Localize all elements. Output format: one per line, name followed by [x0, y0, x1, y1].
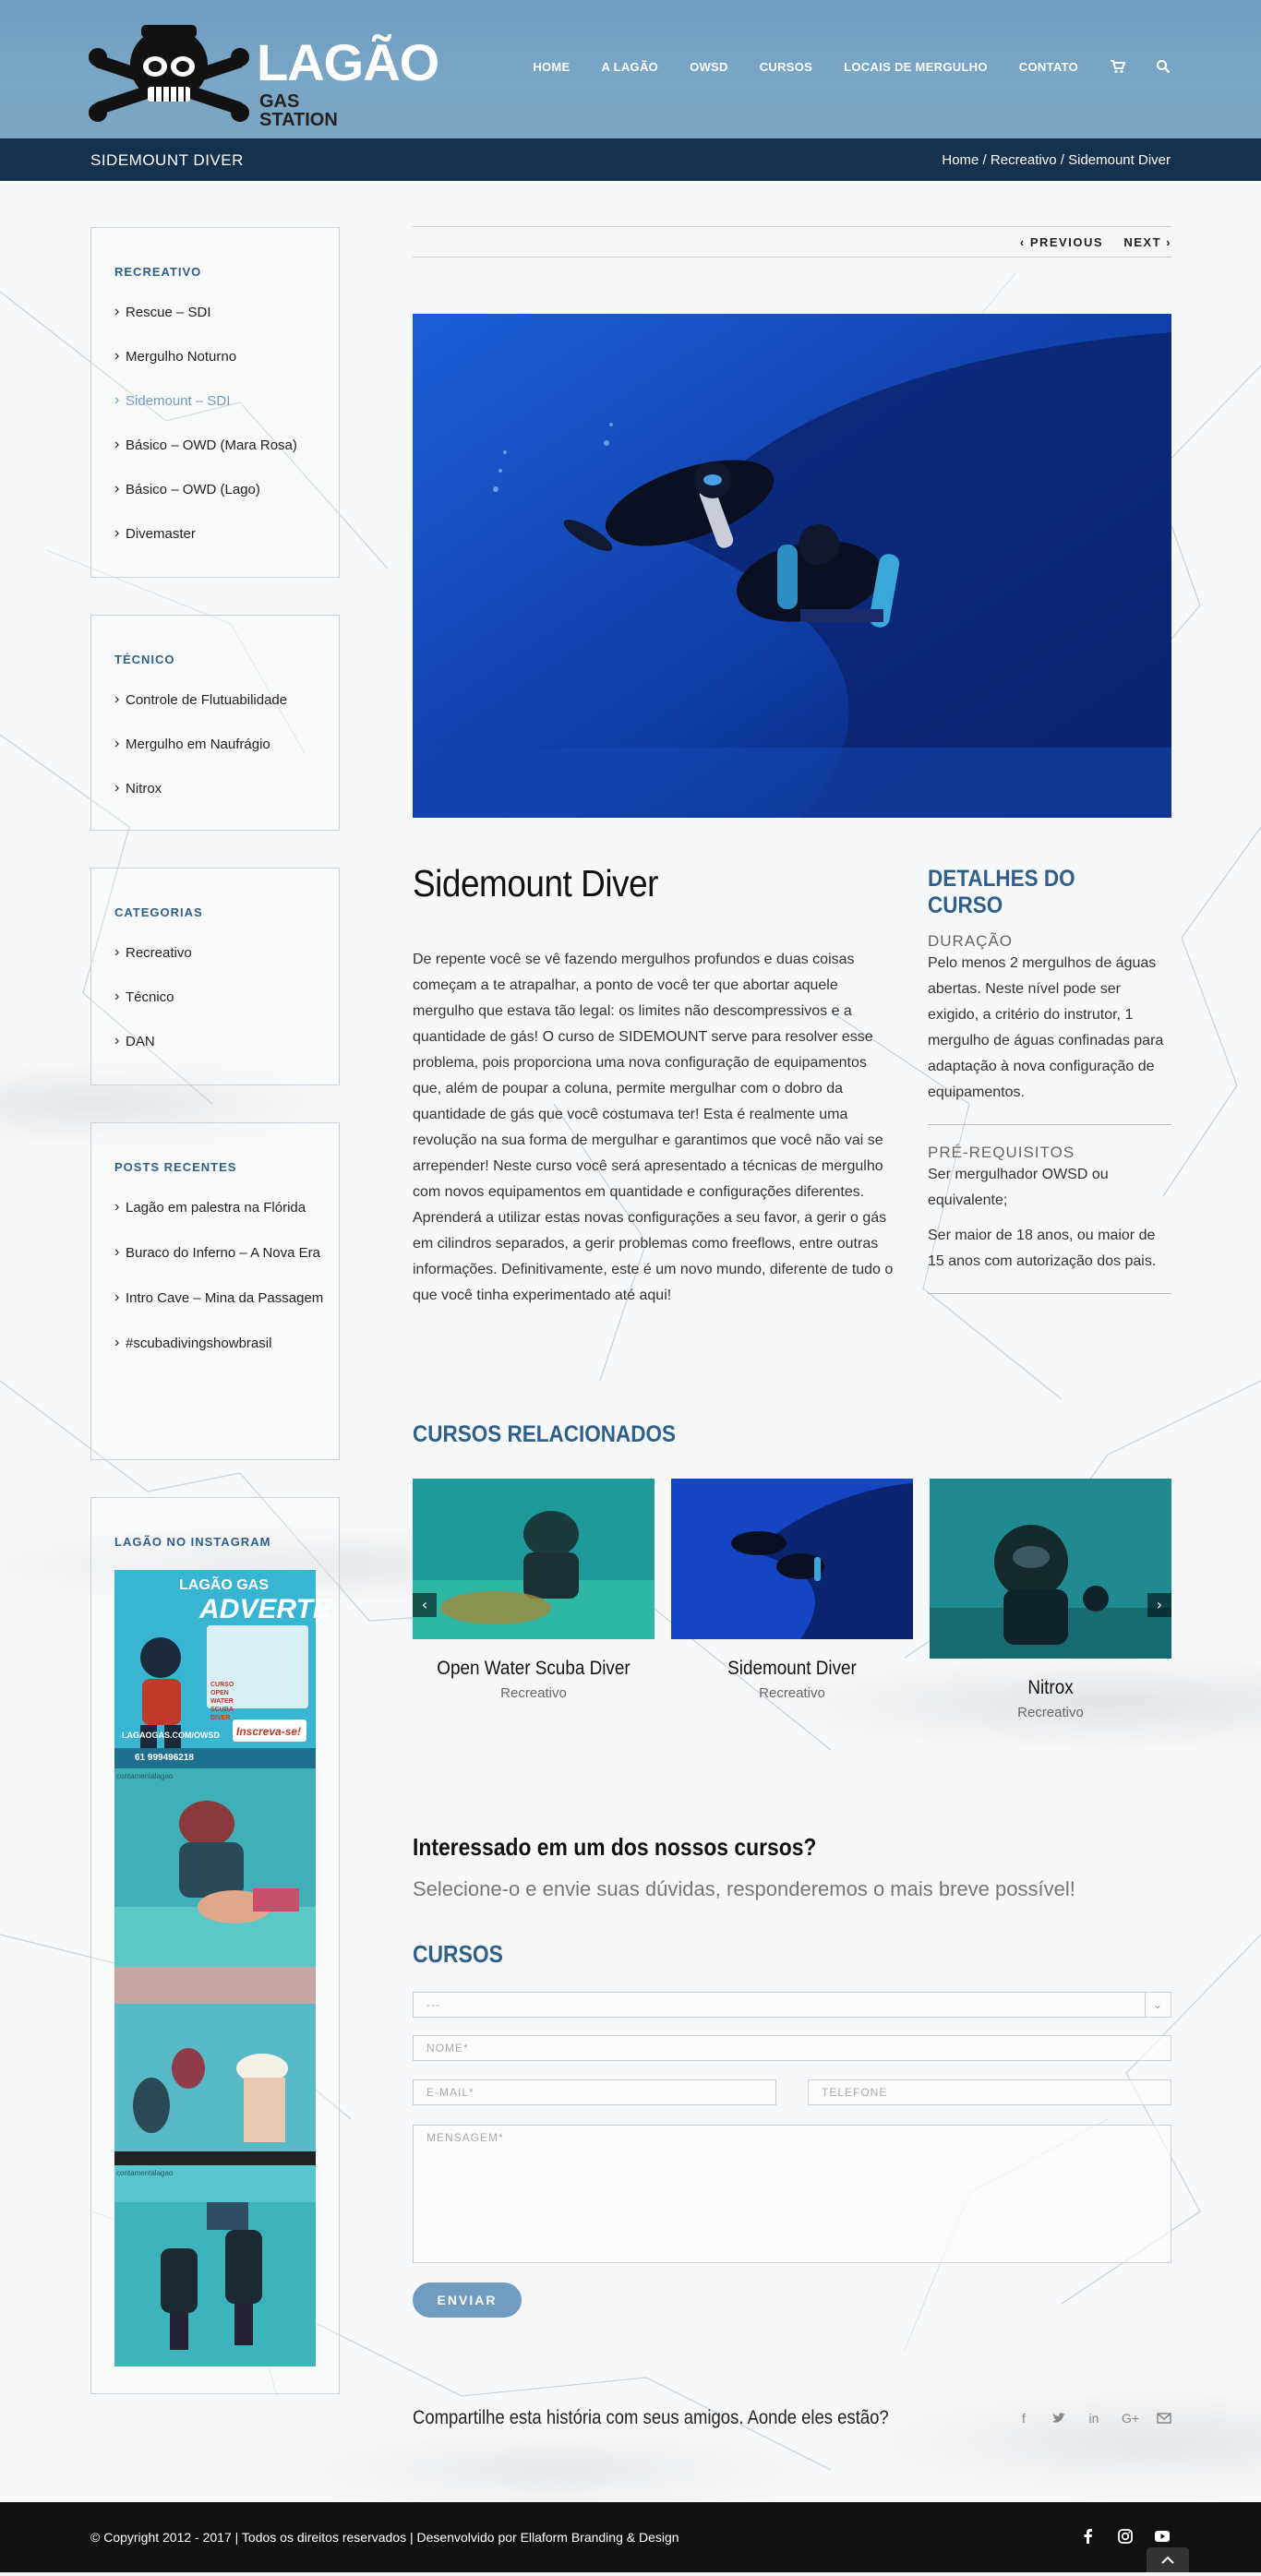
related-course-name: Open Water Scuba Diver	[437, 1658, 630, 1679]
widget-title: TÉCNICO	[114, 653, 175, 666]
sidebar-item-controle-flutuabilidade[interactable]: › Controle de Flutuabilidade	[114, 688, 327, 713]
duration-text: Pelo menos 2 mergulhos de águas abertas. Neste nível pode ser exigido, a critério do instrutor, 1 mergulho de águas confinadas para adaptação à nova configuração de equipamentos.	[928, 955, 1164, 1100]
recent-post-link[interactable]: › Buraco do Inferno – A Nova Era	[114, 1240, 327, 1265]
widget-list	[114, 688, 327, 821]
sidebar-item-mergulho-naufragio[interactable]: › Mergulho em Naufrágio	[114, 732, 327, 757]
related-courses-title: CURSOS RELACIONADOS	[413, 1421, 677, 1447]
chevron-down-icon: ⌄	[1145, 1993, 1171, 2017]
sidebar-item-sidemount-sdi[interactable]: › Sidemount – SDI	[114, 389, 327, 413]
nav-contato[interactable]: CONTATO	[1018, 59, 1078, 74]
course-select[interactable]	[413, 1992, 1171, 2018]
name-placeholder: NOME*	[426, 2042, 469, 2055]
related-course-image	[413, 1479, 655, 1639]
back-to-top-button[interactable]	[1147, 2547, 1189, 2572]
google-plus-icon[interactable]: G+	[1122, 2411, 1140, 2426]
breadcrumb-current: Sidemount Diver	[1068, 152, 1171, 168]
breadcrumb-home[interactable]: Home	[942, 152, 979, 168]
facebook-icon[interactable]: f	[1022, 2411, 1026, 2426]
related-course-category: Recreativo	[1017, 1705, 1084, 1720]
course-select-value: ---	[426, 1998, 440, 2011]
youtube-icon[interactable]	[1154, 2528, 1171, 2545]
message-textarea[interactable]	[413, 2125, 1171, 2263]
sidemount-photo	[671, 1479, 913, 1639]
twitter-icon[interactable]	[1051, 2411, 1066, 2426]
page-title-bar	[0, 138, 1261, 181]
widget-posts-recentes	[90, 1122, 340, 1460]
featured-image	[413, 314, 1171, 818]
related-course-card[interactable]	[413, 1479, 655, 1701]
post-navigation	[413, 226, 1171, 258]
widget-list	[114, 1195, 327, 1376]
widget-title: RECREATIVO	[114, 265, 202, 279]
cart-icon[interactable]	[1110, 59, 1124, 74]
widget-list	[114, 300, 327, 566]
share-text: Compartilhe esta história com seus amigos. Aonde eles estão?	[413, 2407, 889, 2428]
email-placeholder: E-MAIL*	[426, 2086, 474, 2099]
prerequisite-item: Ser maior de 18 anos, ou maior de 15 anos com autorização dos pais.	[928, 1228, 1157, 1269]
divider	[928, 1124, 1171, 1125]
sidebar-item-basico-lago[interactable]: › Básico – OWD (Lago)	[114, 477, 327, 502]
site-header	[0, 0, 1261, 138]
recent-post-link[interactable]: › #scubadivingshowbrasil	[114, 1331, 327, 1356]
nav-home[interactable]: HOME	[533, 59, 570, 74]
category-dan[interactable]: › DAN	[114, 1029, 327, 1054]
instagram-icon[interactable]	[1117, 2528, 1134, 2545]
sidemount-divers-photo	[413, 314, 1171, 818]
related-course-category: Recreativo	[500, 1685, 567, 1701]
form-title: CURSOS	[413, 1940, 503, 1968]
submit-button[interactable]: ENVIAR	[413, 2282, 522, 2318]
recent-post-link[interactable]: › Intro Cave – Mina da Passagem	[114, 1286, 327, 1311]
sidebar-item-rescue-sdi[interactable]: › Rescue – SDI	[114, 300, 327, 325]
pool-group-photo	[114, 1967, 316, 2165]
email-icon[interactable]	[1157, 2411, 1171, 2426]
instagram-post[interactable]	[114, 1768, 316, 1967]
category-recreativo[interactable]: › Recreativo	[114, 941, 327, 965]
instagram-caption: contamentalagao	[116, 2169, 174, 2177]
poster-cta: Inscreva-se!	[236, 1725, 302, 1738]
open-water-photo	[413, 1479, 655, 1639]
chevron-up-icon	[1147, 2547, 1189, 2572]
cta-subtitle: Selecione-o e envie suas dúvidas, responderemos o mais breve possível!	[413, 1877, 1075, 1900]
instagram-post[interactable]	[114, 1967, 316, 2165]
widget-title: POSTS RECENTES	[114, 1160, 237, 1174]
facebook-icon[interactable]	[1080, 2528, 1097, 2545]
footer-social	[1060, 2528, 1171, 2545]
email-field[interactable]	[413, 2079, 776, 2105]
widget-title: LAGÃO NO INSTAGRAM	[114, 1535, 271, 1549]
instagram-post[interactable]	[114, 2165, 316, 2366]
cta-title: Interessado em um dos nossos cursos?	[413, 1833, 817, 1861]
poster-heading: LAGÃO GAS	[179, 1577, 269, 1593]
pool-diver-photo	[114, 1768, 316, 1967]
details-title: DETALHES DO CURSO	[928, 866, 1075, 918]
prerequisite-item: Ser mergulhador OWSD ou equivalente;	[928, 1167, 1109, 1208]
related-course-name: Sidemount Diver	[727, 1658, 857, 1679]
poster-site: LAGAOGAS.COM/OWSD	[122, 1731, 220, 1740]
nav-cursos[interactable]: CURSOS	[759, 59, 813, 74]
logo-wordmark: LAGÃO	[257, 33, 439, 91]
widget-categorias	[90, 868, 340, 1085]
related-course-category: Recreativo	[759, 1685, 825, 1701]
main-nav	[501, 59, 1171, 74]
recent-post-link[interactable]: › Lagão em palestra na Flórida	[114, 1195, 327, 1220]
nav-a-lagao[interactable]: A LAGÃO	[601, 59, 659, 74]
widget-title: CATEGORIAS	[114, 905, 203, 919]
divider	[928, 1293, 1171, 1294]
phone-placeholder: TELEFONE	[822, 2086, 888, 2099]
copyright: © Copyright 2012 - 2017 | Todos os direitos reservados | Desenvolvido por Ellaform Branding & Design	[90, 2530, 679, 2545]
share-box	[413, 2407, 1171, 2444]
message-placeholder: MENSAGEM*	[426, 2131, 504, 2144]
sidebar-item-nitrox[interactable]: › Nitrox	[114, 776, 327, 801]
search-icon[interactable]	[1156, 59, 1171, 74]
share-icons	[996, 2411, 1171, 2426]
related-course-image	[930, 1479, 1171, 1659]
nav-locais-de-mergulho[interactable]: LOCAIS DE MERGULHO	[844, 59, 988, 74]
widget-list	[114, 941, 327, 1073]
course-details	[928, 866, 1171, 1312]
widget-instagram	[90, 1497, 340, 2394]
poster-course: CURSO OPEN WATER SCUBA DIVER	[210, 1682, 234, 1721]
breadcrumb-separator: /	[1056, 152, 1069, 168]
instagram-caption: contamentalagao	[116, 1772, 174, 1780]
widget-recreativo	[90, 227, 340, 578]
related-course-name: Nitrox	[1027, 1677, 1074, 1698]
related-courses-carousel	[413, 1479, 1171, 1737]
breadcrumb	[942, 152, 1171, 168]
category-tecnico[interactable]: › Técnico	[114, 985, 327, 1010]
pool-divers-photo	[114, 2165, 316, 2366]
next-link[interactable]: NEXT ›	[1123, 235, 1171, 249]
poster-title: ADVERTE	[199, 1594, 331, 1624]
prerequisites-label: PRÉ-REQUISITOS	[928, 1144, 1075, 1161]
nitrox-photo	[930, 1479, 1171, 1659]
related-course-card[interactable]	[671, 1479, 913, 1701]
sidebar-item-divemaster[interactable]: › Divemaster	[114, 521, 327, 546]
site-footer	[0, 2502, 1261, 2572]
sidebar-item-basico-mara-rosa[interactable]: › Básico – OWD (Mara Rosa)	[114, 433, 327, 458]
sidebar-item-mergulho-noturno[interactable]: › Mergulho Noturno	[114, 344, 327, 369]
carousel-next-button[interactable]: ›	[1147, 1593, 1171, 1617]
phone-field[interactable]	[808, 2079, 1171, 2105]
breadcrumb-separator: /	[979, 152, 991, 168]
poster-phone: 61 999496218	[135, 1753, 194, 1763]
post-body: De repente você se vê fazendo mergulhos profundos e duas coisas começam a te atrapalhar, a ponto de você ter que abortar aquele mergulho que estava tão legal: os limites não descompressivos e a quantidade de gás! O curso de SIDEMOUNT serve para resolver esse problema, pois proporciona uma nova configuração de equipamentos que, além de poupar a coluna, permite mergulhar com o dobro da quantidade de gás que você costumava ter! Esta é realmente uma revolução na sua forma de mergulhar e garantimos que você não vai se arrepender! Neste curso você será apresentado a técnicas de mergulho com novos equipamentos em quantidade e configurações diferentes. Aprenderá a utilizar estas novas configurações a seu favor, a gerir o gás em cilindros separados, a gerir problemas como freeflows, entre outras informações. Definitivamente, este é um novo mundo, diferente de tudo o que você tinha experimentado até aqui!	[413, 952, 894, 1303]
carousel-prev-button[interactable]: ‹	[413, 1593, 437, 1617]
skull-logo-icon	[90, 20, 247, 126]
instagram-post[interactable]	[114, 1570, 331, 1768]
breadcrumb-category[interactable]: Recreativo	[990, 152, 1057, 168]
related-course-image	[671, 1479, 913, 1639]
related-course-card[interactable]	[930, 1479, 1171, 1720]
instagram-feed	[114, 1570, 331, 2366]
previous-link[interactable]: ‹ PREVIOUS	[1019, 235, 1103, 249]
linkedin-icon[interactable]: in	[1088, 2411, 1099, 2426]
post-title: Sidemount Diver	[413, 862, 659, 905]
duration-label: DURAÇÃO	[928, 932, 1014, 950]
site-logo[interactable]	[90, 20, 439, 130]
logo-subtitle: GAS STATION	[259, 91, 338, 130]
nav-owsd[interactable]: OWSD	[690, 59, 728, 74]
page-title: SIDEMOUNT DIVER	[90, 151, 244, 169]
name-field[interactable]	[413, 2035, 1171, 2061]
widget-tecnico	[90, 615, 340, 831]
